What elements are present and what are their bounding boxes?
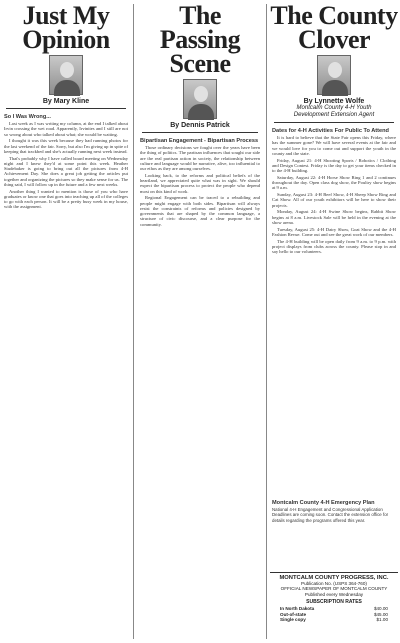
paragraph: Friday, August 21: 4-H Shooting Sports / Robotics / Clothing and Design Contest. Friday is the day to get your items checked in to the 4-H building. bbox=[272, 157, 396, 173]
author-photo bbox=[317, 55, 351, 95]
paragraph: Saturday, August 22: 4-H Horse Show Ring 1 and 2 continues throughout the day. Open class dog show, the Poultry show begins at 9 a.m. bbox=[272, 174, 396, 191]
paragraph: Looking back, to the reforms and political beliefs of the heartland, we appreciated quite what was in sight. We should expect the bipartisan process to protect the people who depend most on this kind of work. bbox=[140, 172, 260, 194]
subscription-heading: SUBSCRIPTION RATES bbox=[306, 599, 362, 606]
column-divider bbox=[266, 4, 267, 639]
paragraph: Last week as I was writing my column, at the end I talked about Irvin crossing the wet road. Apparently, Irvinites and I still are not so wrong about who talked about what; she would be waiting. bbox=[4, 121, 128, 137]
notice-block bbox=[268, 496, 400, 525]
byline: By Lynnette Wolfe bbox=[303, 98, 365, 105]
article-body bbox=[0, 112, 132, 643]
column-title-line2: Clover bbox=[297, 25, 371, 54]
paragraph: Regional Engagement can be traced to a rebuilding and people might engage with both sides. Bipartisan will always resist the constraints of reforms and policies designed by governments that are shaped by the common language, a structure of civic discourse, and a clear purpose for the community. bbox=[140, 195, 260, 227]
column-header bbox=[136, 0, 264, 133]
byline: By Dennis Patrick bbox=[170, 122, 230, 129]
paragraph: Sunday, August 23: 4-H Beef Show, 4-H Sheep Show Ring and Cat Show. All of our youth exhibitors will be here to show their projects. bbox=[272, 192, 396, 208]
column-passing-scene bbox=[136, 0, 264, 643]
paragraph: Tuesday, August 25: 4-H Dairy Show, Goat Show and the 4-H Fashion Revue. Come out and see the great work of our members. bbox=[272, 226, 396, 237]
publication-number: Publication No. (USPS 364-760) bbox=[301, 581, 367, 586]
column-title-line2: Scene bbox=[169, 49, 231, 78]
paragraph: That's probably why I have called board meeting on Wednesday night and I knew they'd at some point this week. Heather Studebaker is going to bring out all the pictures from 4-H Achievement Day. She does a great job getting the articles put together and organizing the pictures so they make sense for us. The thing said, I will follow up in the future and a few next weeks. bbox=[4, 155, 128, 187]
author-photo bbox=[49, 55, 83, 95]
column-divider bbox=[133, 4, 134, 639]
column-just-my-opinion bbox=[0, 0, 132, 643]
column-header bbox=[268, 0, 400, 123]
paragraph: Another thing I wanted to mention is those of you who have graduates or know one that goes into teaching up all of the colleges to go with each person. It will be a pretty busy week in my house, with the assignment. bbox=[4, 188, 128, 210]
section-heading: Bipartisan Engagement - Bipartisan Process bbox=[140, 138, 259, 144]
column-title-line1: The Passing bbox=[159, 1, 241, 54]
subscription-rates bbox=[270, 605, 398, 624]
publication-schedule: Published every Wednesday bbox=[304, 591, 364, 597]
byline: By Mary Kline bbox=[42, 98, 90, 105]
paragraph: The 4-H building will be open daily from 9 a.m. to 9 p.m. with project displays from clubs across the county. Please stop in and say hello to our volunteers. bbox=[272, 238, 396, 254]
rate-row: $45.00 Out-of-state bbox=[280, 611, 388, 617]
paragraph: It is hard to believe that the State Fair opens this Friday, where has the summer gone? We will have several events at the fair and we would love for you to come out and support the youth in the county and the state. bbox=[272, 135, 396, 156]
rate-row: $40.00 In North Dakota bbox=[280, 606, 388, 612]
paragraph: Monday, August 24: 4-H Swine Show begins, Rabbit Show begins at 8 a.m. Livestock Sale will be held in the evening at the show arena. bbox=[272, 209, 396, 225]
rate-row: $1.00 Single copy bbox=[280, 617, 388, 623]
column-title-line1: The County bbox=[270, 1, 398, 30]
column-header bbox=[0, 0, 132, 109]
byline-title: Development Extension Agent bbox=[293, 112, 375, 118]
byline-title: Montcalm County 4-H Youth bbox=[296, 105, 372, 111]
article-body bbox=[136, 136, 264, 643]
notice-text: National 4-H Engagement and Congressional Application Deadlines are coming soon. Contact the extension office for details regarding the programs offered this year. bbox=[272, 507, 389, 523]
paragraph: Those ordinary decisions we fought over the years have been the thing of politics. The partisan influences that sought our side are the real partisan action in society, the relationship between culture and language would be narrative, alive, too influential to our ethos as they are among ourselves. bbox=[140, 145, 260, 171]
column-county-clover bbox=[268, 0, 400, 525]
section-heading: So I Was Wrong... bbox=[4, 114, 51, 120]
section-heading: Dates for 4-H Activities For Public To Attend bbox=[272, 128, 389, 134]
article-body bbox=[268, 126, 400, 496]
publisher-name: MONTCALM COUNTY PROGRESS, INC. bbox=[279, 575, 389, 581]
publication-masthead bbox=[270, 572, 398, 640]
column-title-line1: Just My bbox=[22, 1, 110, 30]
column-title-line2: Opinion bbox=[22, 25, 110, 54]
paragraph: I thought it was this week because they had running photos for the last weekend of the fair. Sorry, but also I'm giving up in spite of keeping that trackbed and she's actually running next week instead. bbox=[4, 138, 128, 154]
author-photo bbox=[183, 79, 217, 119]
official-newspaper-line: OFFICIAL NEWSPAPER OF MONTCALM COUNTY bbox=[280, 586, 388, 592]
notice-heading: Montcalm County 4-H Emergency Plan bbox=[272, 500, 375, 506]
